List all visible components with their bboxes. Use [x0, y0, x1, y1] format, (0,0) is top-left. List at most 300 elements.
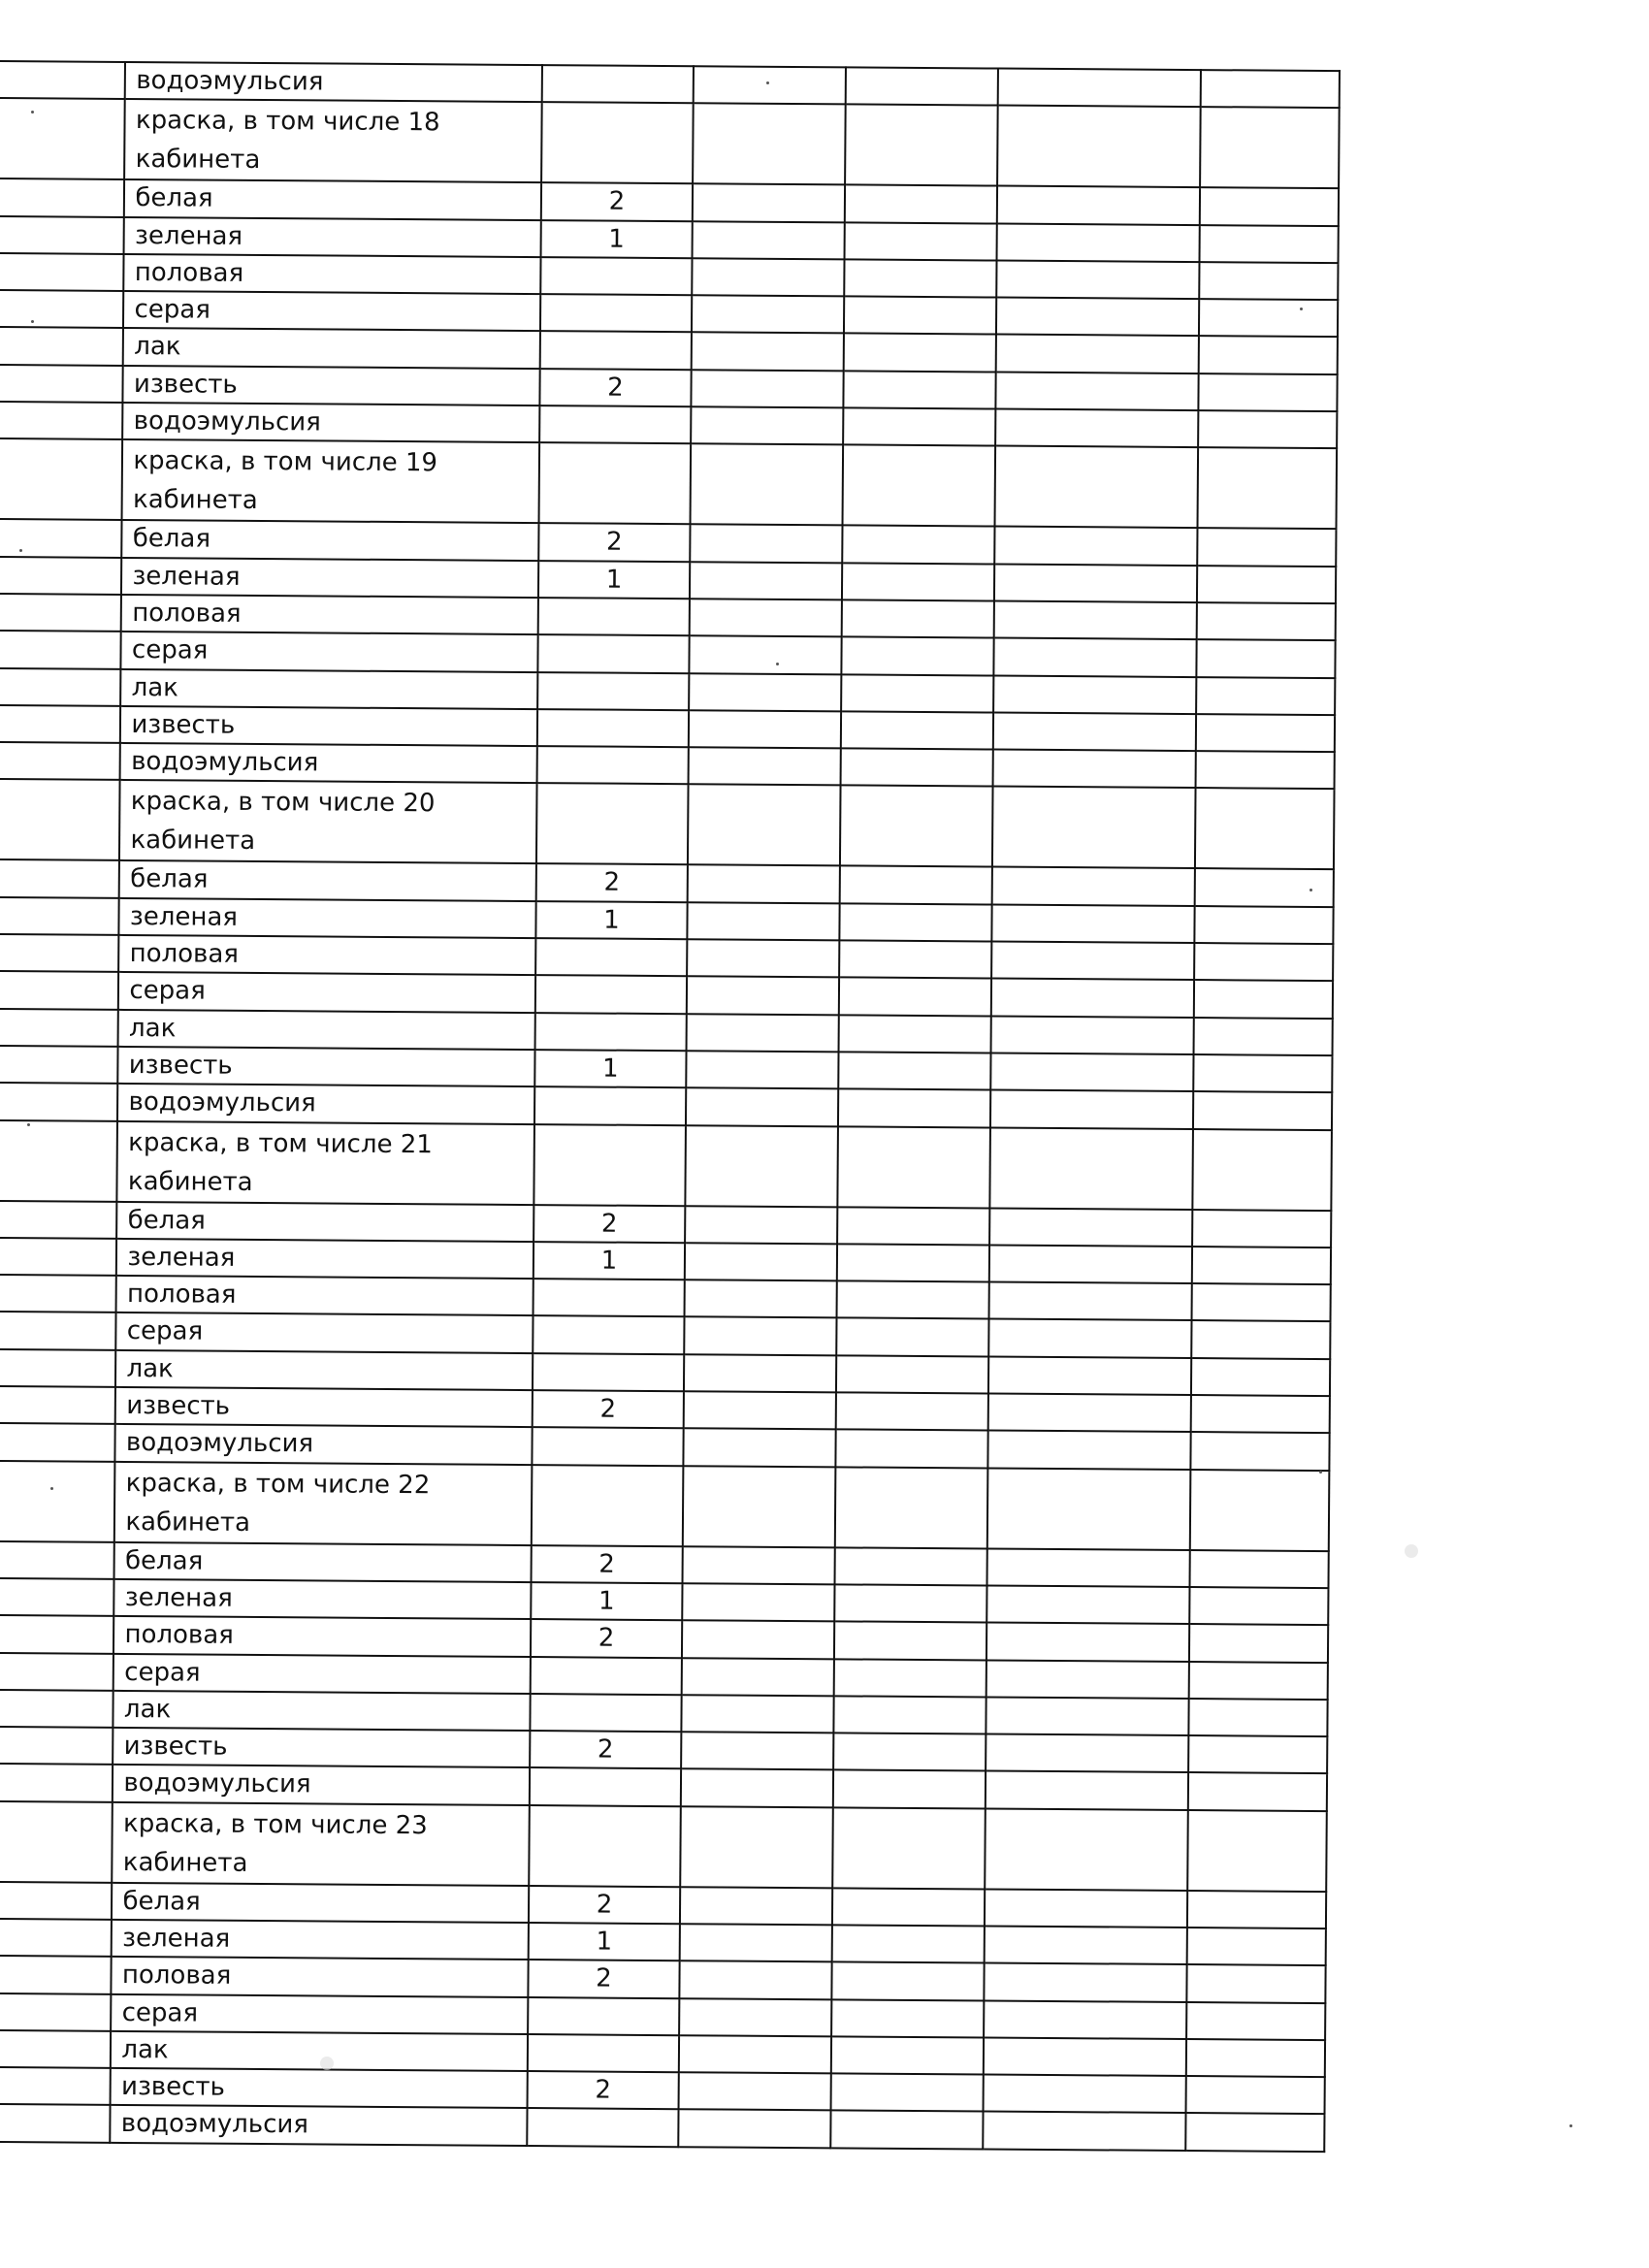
- empty-cell: [831, 2036, 984, 2074]
- empty-cell: [1193, 1129, 1332, 1211]
- quantity-cell: [533, 1279, 685, 1316]
- quantity-cell: 2: [527, 2071, 679, 2109]
- empty-cell: [1187, 1891, 1326, 1928]
- empty-cell: [1198, 447, 1337, 529]
- empty-cell: [683, 1583, 835, 1621]
- empty-cell: [839, 978, 991, 1016]
- empty-cell: [692, 406, 844, 444]
- empty-cell: [842, 674, 994, 712]
- empty-cell: [682, 1658, 834, 1696]
- quantity-cell: 2: [532, 1390, 684, 1428]
- empty-cell: [0, 1615, 114, 1653]
- empty-cell: [684, 1354, 836, 1392]
- empty-cell: [686, 1087, 838, 1125]
- empty-cell: [686, 1206, 838, 1244]
- empty-cell: [0, 631, 121, 668]
- empty-cell: [1191, 1395, 1330, 1433]
- scan-smudge: [320, 2057, 334, 2070]
- quantity-cell: [536, 746, 689, 784]
- quantity-cell: [529, 1805, 682, 1887]
- materials-table: [0, 60, 1341, 2153]
- empty-cell: [0, 1275, 116, 1312]
- material-label: серая: [116, 1312, 533, 1352]
- quantity-cell: 2: [530, 1731, 682, 1768]
- empty-cell: [0, 1009, 118, 1047]
- empty-cell: [691, 444, 844, 526]
- scan-speck: [31, 320, 34, 323]
- material-label: водоэмульсия: [111, 2105, 527, 2145]
- material-label: серая: [113, 1653, 530, 1693]
- empty-cell: [1186, 2076, 1325, 2114]
- quantity-cell: 2: [539, 369, 692, 406]
- scan-speck: [31, 111, 34, 113]
- empty-cell: [685, 1317, 837, 1355]
- material-label: известь: [115, 1387, 532, 1427]
- empty-cell: [0, 1349, 116, 1387]
- empty-cell: [0, 1423, 115, 1461]
- empty-cell: [833, 1770, 986, 1808]
- empty-cell: [0, 402, 123, 439]
- empty-cell: [986, 1623, 1189, 1662]
- empty-cell: [986, 1808, 1189, 1891]
- empty-cell: [834, 1659, 986, 1697]
- empty-cell: [1186, 2039, 1325, 2077]
- empty-cell: [0, 1238, 117, 1276]
- material-label: белая: [112, 1883, 528, 1923]
- empty-cell: [0, 1312, 116, 1349]
- empty-cell: [689, 710, 841, 748]
- empty-cell: [1195, 869, 1334, 907]
- empty-cell: [683, 1546, 835, 1584]
- quantity-cell: [534, 1124, 687, 1206]
- quantity-cell: [536, 709, 689, 747]
- empty-cell: [984, 2112, 1186, 2151]
- empty-cell: [997, 186, 1200, 225]
- empty-cell: [1194, 1054, 1333, 1092]
- empty-cell: [990, 1127, 1194, 1210]
- empty-cell: [991, 979, 1194, 1018]
- empty-cell: [692, 295, 844, 333]
- empty-cell: [679, 2072, 831, 2110]
- material-label: половая: [124, 254, 540, 294]
- quantity-cell: [528, 1997, 680, 2035]
- empty-cell: [991, 1016, 1194, 1054]
- empty-cell: [834, 1622, 986, 1660]
- empty-cell: [1200, 225, 1339, 263]
- empty-cell: [0, 438, 123, 520]
- empty-cell: [0, 290, 124, 328]
- material-label: зеленая: [112, 1920, 528, 1960]
- empty-cell: [0, 98, 125, 179]
- quantity-cell: 2: [531, 1545, 683, 1583]
- empty-cell: [994, 564, 1197, 602]
- empty-cell: [1187, 1928, 1326, 1965]
- quantity-cell: [530, 1657, 682, 1695]
- empty-cell: [841, 749, 993, 787]
- material-label: известь: [118, 1047, 534, 1086]
- empty-cell: [842, 599, 994, 637]
- empty-cell: [843, 526, 995, 564]
- scan-speck: [1319, 1471, 1322, 1474]
- empty-cell: [997, 106, 1201, 188]
- empty-cell: [690, 599, 842, 636]
- empty-cell: [990, 1090, 1193, 1129]
- empty-cell: [997, 260, 1200, 299]
- table-row: [0, 1461, 1329, 1551]
- empty-cell: [986, 1697, 1189, 1735]
- empty-cell: [843, 445, 996, 527]
- material-label: белая: [122, 520, 538, 560]
- empty-cell: [831, 1999, 984, 2037]
- empty-cell: [1192, 1283, 1331, 1321]
- empty-cell: [687, 1014, 839, 1052]
- empty-cell: [995, 446, 1199, 529]
- scan-speck: [766, 81, 769, 84]
- empty-cell: [0, 216, 124, 254]
- empty-cell: [1186, 2113, 1325, 2151]
- quantity-cell: 2: [528, 1886, 680, 1924]
- scan-speck: [776, 663, 779, 665]
- empty-cell: [995, 527, 1198, 566]
- empty-cell: [692, 333, 844, 371]
- empty-cell: [1194, 980, 1333, 1018]
- empty-cell: [1195, 789, 1334, 870]
- empty-cell: [842, 563, 994, 600]
- empty-cell: [0, 2067, 111, 2105]
- empty-cell: [686, 1125, 839, 1207]
- empty-cell: [1192, 1320, 1331, 1358]
- empty-cell: [837, 1280, 989, 1318]
- quantity-cell: 1: [534, 1050, 687, 1087]
- empty-cell: [0, 1046, 118, 1084]
- quantity-cell: [533, 1315, 685, 1353]
- quantity-cell: [537, 672, 690, 710]
- quantity-cell: 2: [528, 1960, 680, 1997]
- empty-cell: [985, 1926, 1187, 1964]
- empty-cell: [842, 637, 994, 675]
- empty-cell: [836, 1430, 988, 1468]
- empty-cell: [989, 1245, 1192, 1283]
- empty-cell: [996, 298, 1199, 337]
- empty-cell: [0, 61, 125, 99]
- empty-cell: [993, 750, 1196, 789]
- table-row: [0, 779, 1335, 869]
- empty-cell: [683, 1466, 836, 1547]
- empty-cell: [688, 865, 840, 903]
- empty-cell: [689, 747, 841, 785]
- empty-cell: [835, 1467, 988, 1548]
- empty-cell: [0, 1120, 117, 1202]
- empty-cell: [846, 67, 998, 105]
- material-label: лак: [121, 668, 537, 708]
- quantity-cell: 2: [535, 864, 688, 902]
- empty-cell: [0, 705, 121, 743]
- table-row: [0, 1801, 1327, 1892]
- empty-cell: [679, 2110, 831, 2148]
- empty-cell: [1193, 1091, 1332, 1129]
- empty-cell: [837, 1207, 989, 1245]
- empty-cell: [694, 104, 847, 185]
- empty-cell: [1189, 1699, 1328, 1736]
- empty-cell: [1192, 1210, 1331, 1247]
- empty-cell: [832, 1888, 985, 1926]
- empty-cell: [1192, 1247, 1331, 1284]
- material-label: белая: [124, 179, 540, 219]
- empty-cell: [986, 1734, 1188, 1773]
- empty-cell: [0, 557, 122, 595]
- scan-speck: [1310, 889, 1312, 891]
- empty-cell: [0, 1993, 112, 2031]
- empty-cell: [681, 1806, 834, 1888]
- empty-cell: [690, 635, 842, 673]
- empty-cell: [989, 1208, 1192, 1247]
- empty-cell: [1187, 1964, 1326, 2002]
- empty-cell: [984, 2075, 1186, 2114]
- material-label: краска, в том числе 22 кабинета: [114, 1462, 532, 1545]
- empty-cell: [984, 2000, 1186, 2039]
- empty-cell: [993, 712, 1196, 751]
- quantity-cell: [530, 1694, 682, 1732]
- empty-cell: [991, 942, 1194, 981]
- empty-cell: [1199, 299, 1338, 337]
- material-label: серая: [123, 291, 539, 331]
- empty-cell: [694, 66, 846, 104]
- empty-cell: [993, 675, 1196, 714]
- empty-cell: [994, 600, 1197, 639]
- empty-cell: [0, 1727, 113, 1765]
- empty-cell: [988, 1394, 1191, 1433]
- empty-cell: [0, 1801, 113, 1883]
- empty-cell: [1191, 1432, 1330, 1470]
- material-label: известь: [123, 366, 539, 405]
- empty-cell: [684, 1391, 836, 1429]
- material-label: водоэмульсия: [113, 1765, 529, 1804]
- empty-cell: [1190, 1550, 1329, 1588]
- empty-cell: [688, 939, 840, 977]
- quantity-cell: 2: [530, 1619, 682, 1657]
- material-label: краска, в том числе 20 кабинета: [119, 780, 536, 863]
- material-label: зеленая: [116, 1239, 533, 1279]
- quantity-cell: [532, 1353, 684, 1391]
- quantity-cell: [539, 405, 692, 443]
- empty-cell: [679, 2035, 831, 2073]
- material-label: лак: [118, 1010, 534, 1050]
- empty-cell: [691, 525, 843, 563]
- empty-cell: [840, 866, 992, 904]
- empty-cell: [985, 1889, 1187, 1928]
- material-label: белая: [114, 1542, 531, 1582]
- empty-cell: [692, 370, 844, 407]
- empty-cell: [1199, 337, 1338, 374]
- empty-cell: [837, 1244, 989, 1281]
- empty-cell: [834, 1733, 986, 1770]
- quantity-cell: 1: [528, 1923, 680, 1960]
- empty-cell: [997, 223, 1200, 262]
- empty-cell: [0, 1083, 118, 1120]
- empty-cell: [0, 2104, 111, 2142]
- scan-speck: [27, 1123, 30, 1126]
- empty-cell: [0, 1956, 112, 1993]
- quantity-cell: [537, 598, 690, 635]
- material-label: известь: [111, 2068, 527, 2108]
- quantity-cell: 1: [535, 901, 688, 939]
- empty-cell: [680, 1924, 832, 1961]
- scan-smudge: [1405, 1544, 1418, 1558]
- empty-cell: [681, 1769, 833, 1807]
- quantity-cell: [534, 1013, 687, 1051]
- empty-cell: [1197, 528, 1336, 566]
- empty-cell: [680, 1998, 832, 2036]
- scan-speck: [1569, 2124, 1572, 2127]
- empty-cell: [688, 785, 841, 866]
- empty-cell: [0, 1386, 115, 1424]
- quantity-cell: [527, 2034, 679, 2072]
- empty-cell: [835, 1584, 987, 1622]
- empty-cell: [685, 1243, 837, 1280]
- empty-cell: [693, 221, 845, 259]
- material-label: краска, в том числе 18 кабинета: [125, 99, 542, 182]
- empty-cell: [1198, 410, 1337, 448]
- empty-cell: [1186, 2002, 1325, 2040]
- material-label: водоэмульсия: [123, 403, 539, 442]
- material-label: зеленая: [119, 898, 535, 938]
- empty-cell: [1195, 906, 1334, 944]
- material-label: половая: [121, 595, 537, 634]
- empty-cell: [1187, 1810, 1326, 1892]
- material-label: половая: [119, 935, 535, 975]
- material-label: водоэмульсия: [125, 62, 541, 102]
- quantity-cell: 2: [540, 182, 693, 220]
- empty-cell: [987, 1548, 1190, 1587]
- empty-cell: [0, 668, 121, 706]
- empty-cell: [986, 1771, 1188, 1810]
- empty-cell: [995, 409, 1198, 448]
- empty-cell: [0, 1200, 117, 1238]
- empty-cell: [834, 1696, 986, 1733]
- quantity-cell: [539, 332, 692, 370]
- material-label: водоэмульсия: [120, 743, 536, 783]
- empty-cell: [0, 1541, 114, 1579]
- quantity-cell: [539, 294, 692, 332]
- empty-cell: [1189, 1624, 1328, 1662]
- empty-cell: [991, 1053, 1194, 1091]
- empty-cell: [1201, 70, 1340, 108]
- empty-cell: [831, 2074, 984, 2112]
- empty-cell: [992, 904, 1195, 943]
- empty-cell: [1196, 677, 1335, 715]
- empty-cell: [986, 1660, 1189, 1699]
- material-label: лак: [113, 1691, 530, 1731]
- table-row: [0, 98, 1340, 188]
- material-label: водоэмульсия: [117, 1084, 534, 1123]
- empty-cell: [996, 335, 1199, 373]
- material-label: серая: [121, 632, 537, 671]
- quantity-cell: [537, 634, 690, 672]
- empty-cell: [684, 1429, 836, 1467]
- empty-cell: [844, 334, 996, 372]
- empty-cell: [985, 1963, 1187, 2002]
- empty-cell: [845, 185, 997, 223]
- empty-cell: [687, 1051, 839, 1088]
- material-label: краска, в том числе 19 кабинета: [122, 439, 539, 523]
- empty-cell: [992, 787, 1196, 869]
- empty-cell: [1190, 1470, 1329, 1551]
- empty-cell: [984, 2037, 1186, 2076]
- quantity-cell: 1: [531, 1582, 683, 1620]
- empty-cell: [839, 1052, 991, 1089]
- empty-cell: [0, 2030, 112, 2068]
- empty-cell: [836, 1355, 988, 1393]
- empty-cell: [1189, 1662, 1328, 1700]
- empty-cell: [835, 1547, 987, 1585]
- empty-cell: [0, 742, 120, 780]
- empty-cell: [845, 105, 998, 186]
- material-label: белая: [119, 860, 535, 900]
- empty-cell: [693, 258, 845, 296]
- empty-cell: [844, 297, 996, 335]
- quantity-cell: 1: [540, 220, 693, 258]
- empty-cell: [1196, 714, 1335, 752]
- empty-cell: [0, 1690, 113, 1728]
- empty-cell: [845, 259, 997, 297]
- empty-cell: [836, 1392, 988, 1430]
- empty-cell: [0, 1461, 115, 1542]
- scan-speck: [1300, 308, 1303, 310]
- empty-cell: [1200, 107, 1339, 188]
- empty-cell: [680, 1887, 832, 1925]
- quantity-cell: [535, 938, 688, 976]
- empty-cell: [1189, 1587, 1328, 1625]
- material-label: белая: [117, 1201, 534, 1241]
- empty-cell: [840, 786, 993, 867]
- empty-cell: [688, 902, 840, 940]
- quantity-cell: [541, 65, 694, 103]
- material-label: лак: [123, 328, 539, 368]
- empty-cell: [1200, 262, 1339, 300]
- material-label: краска, в том числе 23 кабинета: [113, 1802, 530, 1886]
- empty-cell: [1197, 566, 1336, 603]
- material-label: водоэмульсия: [115, 1424, 532, 1464]
- empty-cell: [833, 1807, 986, 1889]
- quantity-cell: 1: [533, 1242, 685, 1280]
- empty-cell: [693, 184, 845, 222]
- material-label: зеленая: [124, 217, 540, 257]
- empty-cell: [0, 859, 119, 897]
- empty-cell: [680, 1960, 832, 1998]
- quantity-cell: [540, 257, 693, 295]
- scan-speck: [50, 1487, 53, 1490]
- empty-cell: [0, 1578, 114, 1616]
- material-label: серая: [112, 1993, 528, 2033]
- quantity-cell: [527, 2109, 679, 2147]
- empty-cell: [0, 971, 119, 1009]
- quantity-cell: 2: [534, 1205, 686, 1243]
- material-label: известь: [113, 1728, 530, 1767]
- empty-cell: [0, 253, 124, 291]
- empty-cell: [837, 1318, 989, 1356]
- empty-cell: [0, 779, 120, 860]
- empty-cell: [987, 1468, 1191, 1550]
- table-row: [0, 438, 1337, 529]
- empty-cell: [839, 940, 991, 978]
- material-label: известь: [120, 706, 536, 746]
- material-label: половая: [112, 1957, 528, 1996]
- quantity-cell: [529, 1767, 681, 1805]
- empty-cell: [0, 327, 123, 365]
- empty-cell: [687, 977, 839, 1015]
- empty-cell: [1194, 1018, 1333, 1055]
- empty-cell: [838, 1089, 990, 1127]
